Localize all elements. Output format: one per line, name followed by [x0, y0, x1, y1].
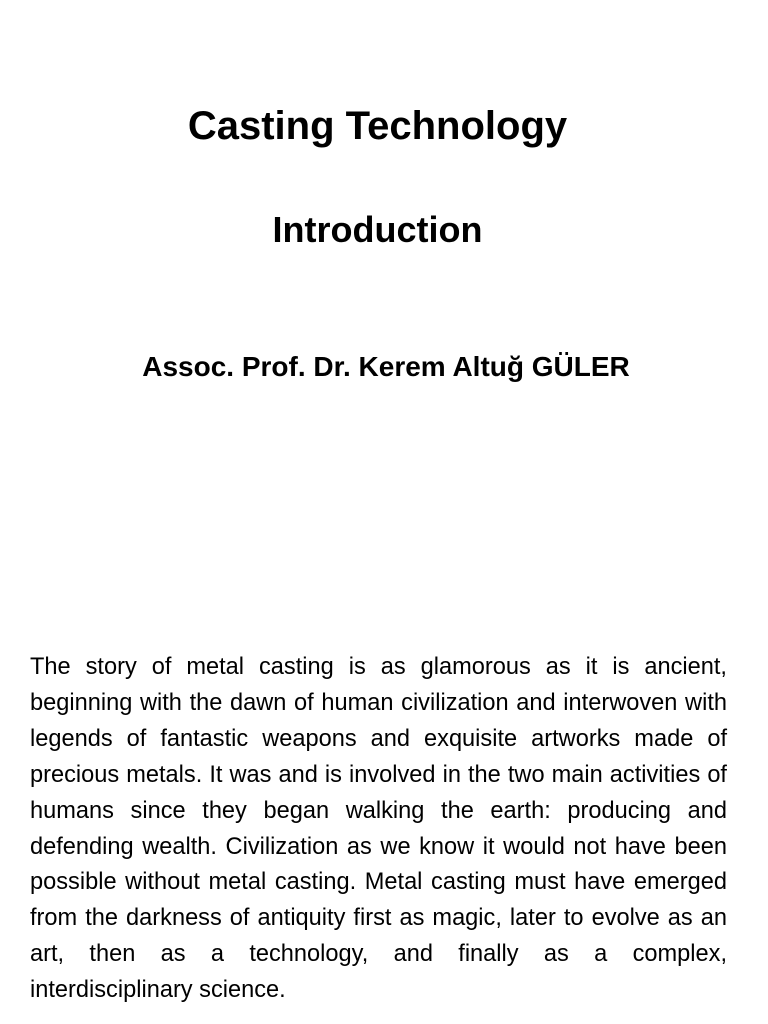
author-name: Assoc. Prof. Dr. Kerem Altuğ GÜLER	[142, 351, 630, 382]
body-paragraph: The story of metal casting is as glamorous as it is ancient, beginning with the dawn of human civilization and interwoven with legends of fantastic weapons and exquisite artworks made of precious metals. It was and is involved in the two main activities of humans since they began walking the earth: producing and defending wealth. Civilization as we know it would not have been possible without metal casting. Metal casting must have emerged from the darkness of antiquity first as magic, later to evolve as an art, then as a technology, and finally as a complex, interdisciplinary science.	[30, 654, 727, 1004]
slide-title: Casting Technology	[187, 104, 568, 148]
slide-subtitle: Introduction	[272, 209, 483, 250]
